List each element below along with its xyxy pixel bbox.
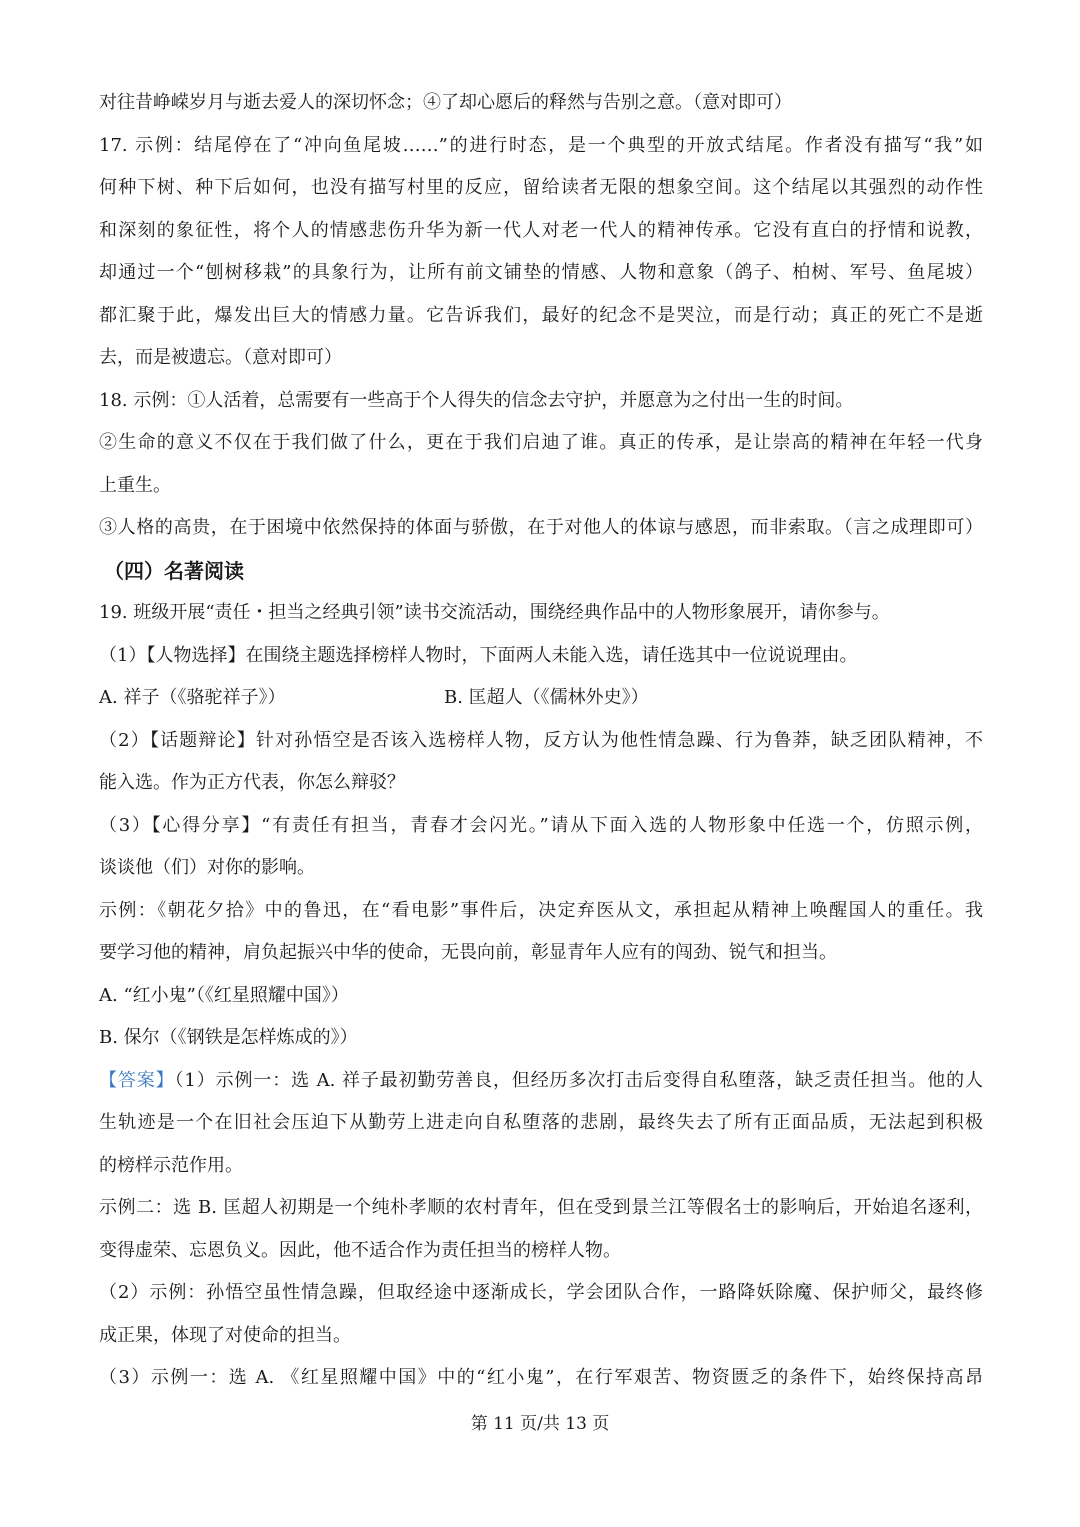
question-19-part1: （1）【人物选择】在围绕主题选择榜样人物时，下面两人未能入选，请任选其中一位说说理由。 bbox=[99, 645, 858, 666]
option-a: A. 祥子（《骆驼祥子》） bbox=[99, 687, 286, 708]
answer-17-line: 却通过一个“刨树移栽”的具象行为，让所有前文铺垫的情感、人物和意象（鸽子、柏树、军号、鱼尾坡） bbox=[99, 262, 983, 283]
answer-16-continuation: 对往昔峥嵘岁月与逝去爱人的深切怀念；④了却心愿后的释然与告别之意。（意对即可） bbox=[99, 92, 792, 113]
answer-19-line bbox=[99, 1067, 983, 1095]
answer-19-text: （1）示例一：选 A. 祥子最初勤劳善良，但经历多次打击后变得自私堕落，缺乏责任担当。他的人 bbox=[174, 1070, 983, 1091]
example-line: 示例：《朝花夕拾》中的鲁迅，在“看电影”事件后，决定弃医从文，承担起从精神上唤醒国人的重任。我 bbox=[99, 900, 983, 921]
page-footer: 第 11 页/共 13 页 bbox=[470, 1414, 610, 1434]
answer-19-line: 变得虚荣、忘恩负义。因此，他不适合作为责任担当的榜样人物。 bbox=[99, 1240, 621, 1261]
example-line: 要学习他的精神，肩负起振兴中华的使命，无畏向前，彰显青年人应有的闯劲、锐气和担当。 bbox=[99, 942, 837, 963]
answer-17-line: 何种下树、种下后如何，也没有描写村里的反应，留给读者无限的想象空间。这个结尾以其强烈的动作性 bbox=[99, 177, 983, 198]
answer-19-line: 生轨迹是一个在旧社会压迫下从勤劳上进走向自私堕落的悲剧，最终失去了所有正面品质，无法起到积极 bbox=[99, 1112, 983, 1133]
answer-17-line: 和深刻的象征性，将个人的情感悲伤升华为新一代人对老一代人的精神传承。它没有直白的抒情和说教， bbox=[99, 220, 983, 241]
question-19-intro: 19. 班级开展“责任・担当之经典引领”读书交流活动，围绕经典作品中的人物形象展开，请你参与。 bbox=[99, 602, 890, 623]
answer-18-line: 18. 示例：①人活着，总需要有一些高于个人得失的信念去守护，并愿意为之付出一生的时间。 bbox=[99, 390, 854, 411]
option-a-red-little-devil: A. “红小鬼”（《红星照耀中国》） bbox=[99, 985, 349, 1006]
answer-18-line: 上重生。 bbox=[99, 475, 171, 496]
question-19-part2: （2）【话题辩论】针对孙悟空是否该入选榜样人物，反方认为他性情急躁、行为鲁莽，缺乏团队精神，不 bbox=[99, 730, 983, 751]
question-19-part3: 谈谈他（们）对你的影响。 bbox=[99, 857, 315, 878]
answer-19-line: 成正果，体现了对使命的担当。 bbox=[99, 1325, 351, 1346]
option-b-paul: B. 保尔（《钢铁是怎样炼成的》） bbox=[99, 1027, 358, 1048]
answer-18-line: ②生命的意义不仅在于我们做了什么，更在于我们启迪了谁。真正的传承，是让崇高的精神在年轻一代身 bbox=[99, 432, 983, 453]
answer-19-line: 的榜样示范作用。 bbox=[99, 1155, 243, 1176]
answer-19-line: （3）示例一：选 A. 《红星照耀中国》中的“红小鬼”，在行军艰苦、物资匮乏的条件下，始终保持高昂 bbox=[99, 1367, 983, 1388]
answer-19-line: 示例二：选 B. 匡超人初期是一个纯朴孝顺的农村青年，但在受到景兰江等假名士的影响后，开始追名逐利， bbox=[99, 1197, 983, 1218]
answer-17-line: 17. 示例：结尾停在了“冲向鱼尾坡……”的进行时态，是一个典型的开放式结尾。作者没有描写“我”如 bbox=[99, 135, 983, 156]
section-heading: （四）名著阅读 bbox=[104, 559, 244, 583]
answer-tag: 【答案】 bbox=[99, 1070, 175, 1091]
answer-17-line: 去，而是被遗忘。（意对即可） bbox=[99, 347, 342, 368]
answer-17-line: 都汇聚于此，爆发出巨大的情感力量。它告诉我们，最好的纪念不是哭泣，而是行动；真正的死亡不是逝 bbox=[99, 305, 983, 326]
question-19-part2: 能入选。作为正方代表，你怎么辩驳？ bbox=[99, 772, 405, 793]
answer-19-line: （2）示例：孙悟空虽性情急躁，但取经途中逐渐成长，学会团队合作，一路降妖除魔、保护师父，最终修 bbox=[99, 1282, 983, 1303]
question-19-part3: （3）【心得分享】“有责任有担当，青春才会闪光。”请从下面入选的人物形象中任选一个，仿照示例， bbox=[99, 815, 983, 836]
option-b: B. 匡超人（《儒林外史》） bbox=[444, 687, 649, 708]
question-19-options bbox=[99, 684, 983, 712]
answer-18-line: ③人格的高贵，在于困境中依然保持的体面与骄傲，在于对他人的体谅与感恩，而非索取。（言之成理即可） bbox=[99, 517, 983, 538]
